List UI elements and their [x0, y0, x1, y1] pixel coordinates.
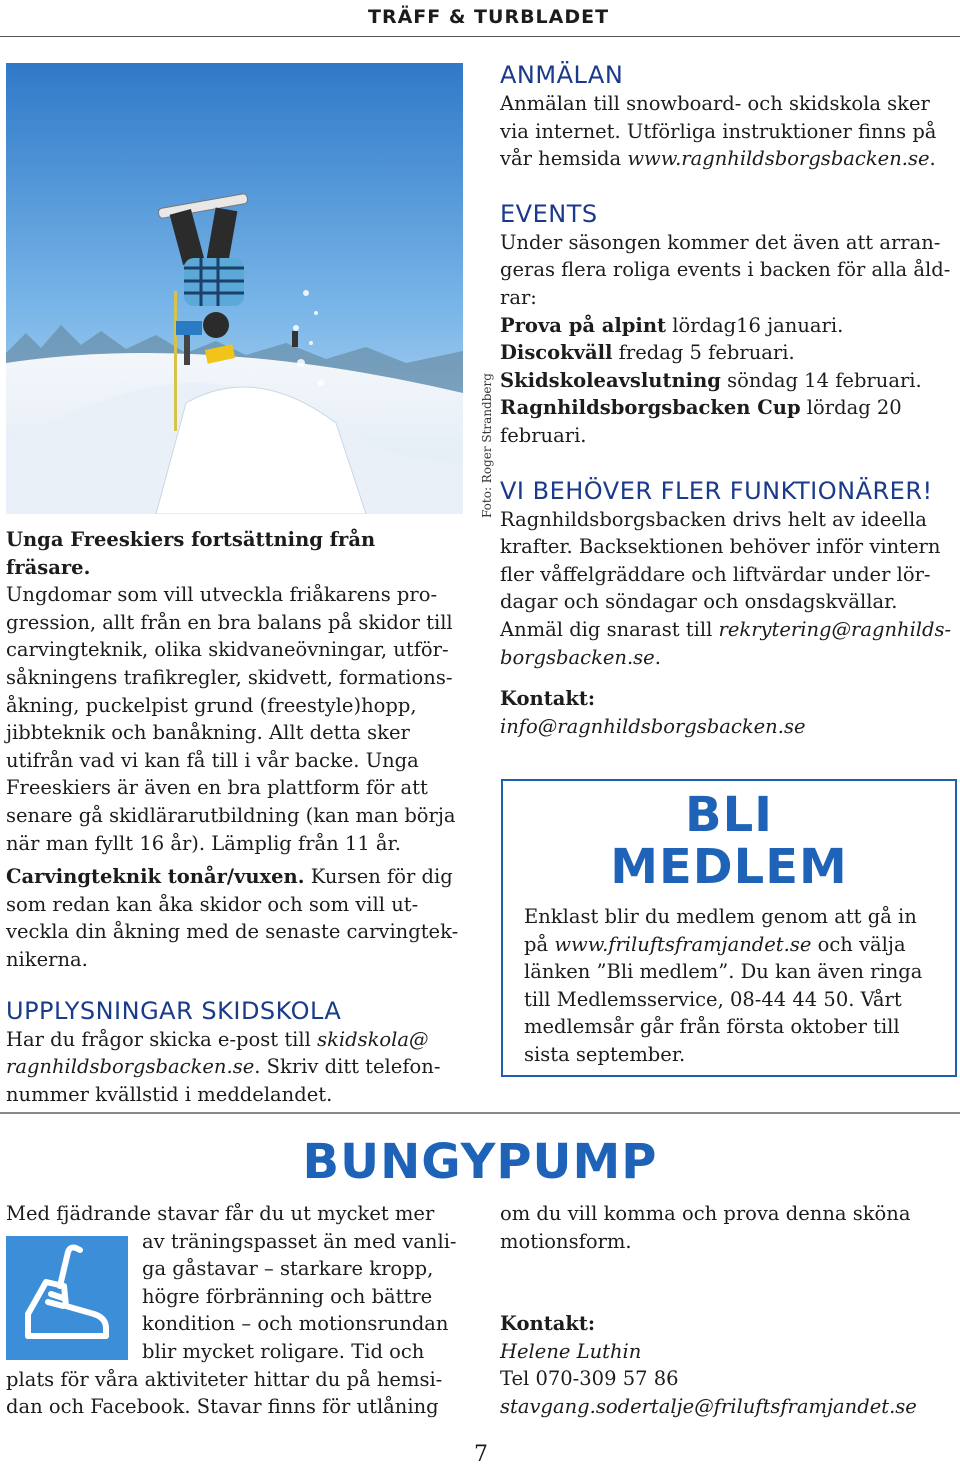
freeskiers-line: såkningens trafikregler, skidvett, formations-: [6, 665, 453, 689]
events-text: rar:: [500, 285, 537, 309]
snowboard-photo: [6, 63, 463, 514]
rekrytering-email-link[interactable]: borgsbacken.se: [500, 645, 655, 669]
event-date: söndag 14 februari.: [720, 368, 922, 392]
funktionarer-text: krafter. Backsektionen behöver inför vintern: [500, 535, 941, 559]
funktionarer-text: Anmäl dig snarast till: [500, 617, 719, 641]
anmalan-text: vår hemsida: [500, 147, 628, 171]
anmalan-heading: ANMÄLAN: [500, 61, 624, 89]
events-heading: EVENTS: [500, 199, 598, 228]
bungypump-line: om du vill komma och prova denna sköna: [500, 1202, 911, 1225]
event-name: Prova på alpint: [500, 313, 667, 337]
skidskola-email-link[interactable]: skidskola@: [317, 1027, 429, 1051]
freeskiers-line: när man fyllt 16 år). Lämplig från 11 år.: [6, 831, 401, 855]
anmalan-text: .: [929, 147, 936, 171]
bungypump-line: plats för våra aktiviteter hittar du på hemsi-: [6, 1367, 443, 1391]
bungypump-line: motionsform.: [500, 1229, 632, 1253]
events-text: geras flera roliga events i backen för alla åld-: [500, 258, 951, 282]
upplysningar-text: . Skriv ditt telefon-: [254, 1055, 441, 1079]
bungypump-line: ga gåstavar – starkare kropp,: [142, 1257, 434, 1281]
bli-medlem-line: och välja: [811, 932, 906, 956]
friluftsframjandet-link[interactable]: www.friluftsframjandet.se: [554, 932, 812, 956]
events-text: Under säsongen kommer det även att arran-: [500, 230, 941, 254]
left-column: [6, 526, 464, 1108]
bli-medlem-line: Enklast blir du medlem genom att gå in: [524, 905, 917, 928]
event-date: lördag 20: [800, 396, 902, 420]
bungypump-left: [6, 1200, 466, 1421]
freeskiers-line: Ungdomar som vill utveckla friåkarens pro-: [6, 583, 438, 607]
bli-medlem-line: sista september.: [524, 1042, 686, 1066]
bli-medlem-box: [501, 779, 957, 1077]
carving-heading: Carvingteknik tonår/vuxen.: [6, 865, 305, 889]
publication-title: TRÄFF & TURBLADET: [368, 6, 610, 28]
carving-line: nikerna.: [6, 947, 88, 971]
bungypump-line: högre förbränning och bättre: [142, 1284, 433, 1308]
skidskola-email-link[interactable]: ragnhildsborgsbacken.se: [6, 1055, 255, 1079]
freeskiers-line: åkning, puckelpist grund (freestyle)hopp,: [6, 693, 417, 717]
carving-line: som redan kan åka skidor och som vill ut-: [6, 892, 419, 916]
freeskiers-line: carvingteknik, olika skidvaneövningar, utför-: [6, 638, 449, 662]
right-column: [500, 60, 958, 740]
bli-medlem-line: på: [524, 932, 555, 956]
upplysningar-text: nummer kvällstid i meddelandet.: [6, 1082, 333, 1106]
bli-medlem-line: medlemsår går från första oktober till: [524, 1015, 900, 1039]
info-email-link[interactable]: info@ragnhildsborgsbacken.se: [500, 714, 806, 738]
bungypump-title: BUNGYPUMP: [302, 1134, 658, 1190]
event-date: februari.: [500, 423, 587, 447]
bli-medlem-title: BLI: [684, 787, 774, 843]
bli-medlem-line: länken ”Bli medlem”. Du kan även ringa: [524, 960, 923, 984]
upplysningar-text: Har du frågor skicka e-post till: [6, 1027, 318, 1051]
upplysningar-heading: UPPLYSNINGAR SKIDSKOLA: [6, 996, 342, 1025]
event-date: fredag 5 februari.: [612, 341, 795, 365]
bli-medlem-title: MEDLEM: [610, 839, 848, 895]
bungypump-line: blir mycket roligare. Tid och: [142, 1339, 425, 1363]
page-number: 7: [474, 1442, 488, 1467]
kontakt-label: Kontakt:: [500, 687, 596, 711]
bungypump-line: kondition – och motionsrundan: [142, 1312, 449, 1336]
event-name: Discokväll: [500, 341, 613, 365]
carving-line: Kursen för dig: [304, 865, 453, 889]
rekrytering-email-link[interactable]: rekrytering@ragnhilds-: [718, 617, 952, 641]
bli-medlem-line: till Medlemsservice, 08-44 44 50. Vårt: [524, 987, 902, 1011]
bungypump-line: av träningspasset än med vanli-: [142, 1229, 457, 1253]
funktionarer-text: dagar och söndagar och onsdagskvällar.: [500, 590, 898, 614]
event-date: lördag16 januari.: [666, 313, 844, 337]
freeskiers-heading: Unga Freeskiers fortsättning från fräsare.: [6, 528, 376, 579]
header-rule: [0, 36, 960, 37]
freeskiers-line: gression, allt från en bra balans på skidor till: [6, 610, 453, 634]
freeskiers-line: Freeskiers är även en bra plattform för att: [6, 776, 428, 800]
funktionarer-text: Ragnhildsborgsbacken drivs helt av ideella: [500, 507, 927, 531]
section-rule: [0, 1112, 960, 1114]
freeskiers-line: senare gå skidlärarutbildning (kan man börja: [6, 803, 456, 827]
bli-medlem-text: [524, 903, 944, 1069]
stavgang-email-link[interactable]: stavgang.sodertalje@friluftsframjandet.se: [500, 1394, 917, 1418]
bungypump-line: Med fjädrande stavar får du ut mycket mer: [6, 1202, 435, 1225]
funktionarer-text: .: [654, 645, 661, 669]
carving-line: veckla din åkning med de senaste carvingtek-: [6, 920, 459, 944]
kontakt-name: Helene Luthin: [500, 1339, 642, 1363]
kontakt-label: Kontakt:: [500, 1312, 596, 1336]
freeskiers-line: utifrån vad vi kan få till i vår backe. Unga: [6, 748, 419, 772]
event-name: Ragnhildsborgsbacken Cup: [500, 396, 801, 420]
anmalan-text: via internet. Utförliga instruktioner finns på: [500, 119, 937, 143]
photo-credit: Foto: Roger Strandberg: [480, 373, 494, 518]
anmalan-text: Anmälan till snowboard- och skidskola sker: [500, 92, 930, 115]
funktionarer-heading: VI BEHÖVER FLER FUNKTIONÄRER!: [500, 476, 933, 505]
bungypump-line: dan och Facebook. Stavar finns för utlåning: [6, 1395, 439, 1419]
event-name: Skidskoleavslutning: [500, 368, 721, 392]
kontakt-phone: Tel 070-309 57 86: [500, 1367, 679, 1391]
website-link[interactable]: www.ragnhildsborgsbacken.se: [627, 147, 930, 171]
bungypump-right: [500, 1200, 958, 1421]
freeskiers-line: jibbteknik och banåkning. Allt detta sker: [6, 721, 410, 745]
funktionarer-text: fler våffelgräddare och liftvärdar under lör-: [500, 562, 931, 586]
